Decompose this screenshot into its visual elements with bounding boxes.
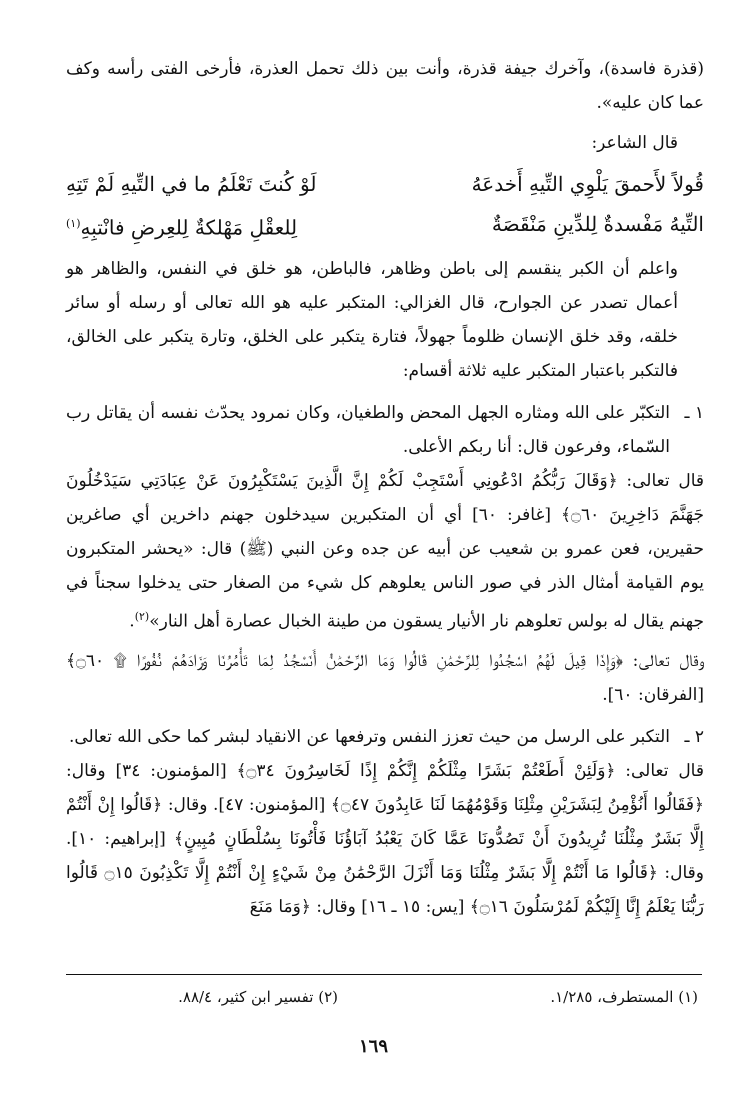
list-number-2: ٢ ـ (684, 727, 704, 748)
verse-line-1 (66, 164, 704, 204)
footnote-2: (٢) تفسير ابن كثير، ٨٨/٤. (178, 988, 338, 1006)
paragraph-continuation: (قذرة فاسدة)، وآخرك جيفة قذرة، وأنت بين ذلك تحمل العذرة، فأرخى الفتى رأسه وكف عما كان عليه». (66, 59, 704, 113)
list-number-1: ١ ـ (684, 402, 704, 423)
list-item-1 (66, 396, 704, 464)
page-number: ١٦٩ (358, 1036, 388, 1057)
footnote-ref-1: (١) (66, 217, 81, 230)
footnote-1: (١) المستطرف، ١/٢٨٥. (550, 988, 698, 1006)
poem (66, 160, 704, 252)
footnote-divider (66, 974, 702, 975)
list-item-2 (66, 720, 704, 754)
paragraph-ghafir-text: قال تعالى: ﴿وَقَالَ رَبُّكُمُ ادْعُونِي أَسْتَجِبْ لَكُمْ إِنَّ الَّذِينَ يَسْتَكْبِرُونَ عَنْ عِبَادَتِي سَيَدْخُلُونَ جَهَنَّمَ دَاخِرِينَ ۝٦٠﴾ [غافر: ٦٠] أي أن المتكبرين سيدخلون جهنم داخرين أي صاغرين حقيرين، فعن عمرو بن شعيب عن أبيه عن جده وعن النبي (ﷺ) قال: «يحشر المتكبرون يوم القيامة أمثال الذر في صور الناس يعلوهم كل شيء من الصغار حتى يدخلوا سجناً في جهنم يقال له بولس تعلوهم نار الأنيار يسقون من طينة الخبال عصارة أهل النار» (66, 470, 704, 632)
list-text-1: التكبّر على الله ومثاره الجهل المحض والطغيان، وكان نمرود يحدّث نفسه أن يقاتل رب السّماء، وفرعون قال: أنا ربكم الأعلى. (66, 402, 670, 457)
verse-2-text: لِلعقْلِ مَهْلكةٌ لِلعِرضِ فانْتبِهِ (80, 215, 298, 240)
paragraph-muminun: قال تعالى: ﴿وَلَئِنْ أَطَعْتُمْ بَشَرًا مِثْلَكُمْ إِنَّكُمْ إِذًا لَخَاسِرُونَ ۝٣٤﴾ [المؤمنون: ٣٤] وقال: ﴿فَقَالُوا أَنُؤْمِنُ لِبَشَرَيْنِ مِثْلِنَا وَقَوْمُهُمَا لَنَا عَابِدُونَ ۝٤٧﴾ [المؤمنون: ٤٧]. وقال: ﴿قَالُوا إِنْ أَنْتُمْ إِلَّا بَشَرٌ مِثْلُنَا تُرِيدُونَ أَنْ تَصُدُّونَا عَمَّا كَانَ يَعْبُدُ آبَاؤُنَا فَأْتُونَا بِسُلْطَانٍ مُبِينٍ﴾ [إبراهيم: ١٠]. وقال: ﴿قَالُوا مَا أَنْتُمْ إِلَّا بَشَرٌ مِثْلُنَا وَمَا أَنْزَلَ الرَّحْمَٰنُ مِنْ شَيْءٍ إِنْ أَنْتُمْ إِلَّا تَكْذِبُونَ ۝١٥ قَالُوا رَبُّنَا يَعْلَمُ إِنَّا إِلَيْكُمْ لَمُرْسَلُونَ ۝١٦﴾ [يس: ١٥ ـ ١٦] وقال: ﴿وَمَا مَنَعَ (66, 761, 704, 918)
verse-1-second-half: لَوْ كُنتَ تَعْلَمُ ما في التِّيهِ لَمْ تَتِهِ (66, 172, 317, 196)
paragraph-ghafir: قال تعالى: ﴿وَقَالَ رَبُّكُمُ ادْعُونِي أَسْتَجِبْ لَكُمْ إِنَّ الَّذِينَ يَسْتَكْبِرُونَ عَنْ عِبَادَتِي سَيَدْخُلُونَ جَهَنَّمَ دَاخِرِينَ ۝٦٠﴾ [غافر: ٦٠] أي أن المتكبرين سيدخلون جهنم داخرين أي صاغرين حقيرين، فعن عمرو بن شعيب عن أبيه عن جده وعن النبي (ﷺ) قال: «يحشر المتكبرون يوم القيامة أمثال الذر في صور الناس يعلوهم كل شيء من الصغار حتى يدخلوا سجناً في جهنم يقال له بولس تعلوهم نار الأنيار يسقون من طينة الخبال عصارة أهل النار»$^{(٢)}$. (66, 470, 704, 632)
list-text-2: التكبر على الرسل من حيث تعزز النفس وترفعها عن الانقياد لبشر كما حكى الله تعالى. (68, 727, 670, 748)
main-text (66, 52, 704, 924)
footnotes (66, 982, 702, 1012)
verse-1-first-half: قُولاً لأَحمقَ يَلْوِي التِّيهِ أَخدعَهُ (471, 172, 704, 196)
paragraph-kibr-types: واعلم أن الكبر ينقسم إلى باطن وظاهر، فالباطن، هو خلق في النفس، والظاهر هو أعمال تصدر عن الجوارح، قال الغزالي: المتكبر عليه هو الله تعالى أو رسله أو سائر خلقه، وقد خلق الإنسان ظلوماً جهولاً، فتارة يتكبر على الخلق، وتارة يتكبر على الخالق، فالتكبر باعتبار المتكبر عليه ثلاثة أقسام: (66, 258, 678, 381)
footnote-ref-2: (٢) (134, 609, 150, 623)
verse-line-2 (66, 204, 704, 248)
verse-2-first-half: التِّيهُ مَفْسدةٌ لِلدِّينِ مَنْقَصَةٌ (491, 212, 704, 236)
verse-2-second-half (66, 204, 297, 248)
poet-intro: قال الشاعر: (591, 133, 678, 153)
paragraph-furqan: وقال تعالى: ﴿وَإِذَا قِيلَ لَهُمُ اسْجُدُوا لِلرَّحْمَٰنِ قَالُوا وَمَا الرَّحْمَٰنُ أَنَسْجُدُ لِمَا تَأْمُرُنَا وَزَادَهُمْ نُفُورًا ۩ ۝٦٠﴾ [الفرقان: ٦٠]. (66, 651, 704, 706)
